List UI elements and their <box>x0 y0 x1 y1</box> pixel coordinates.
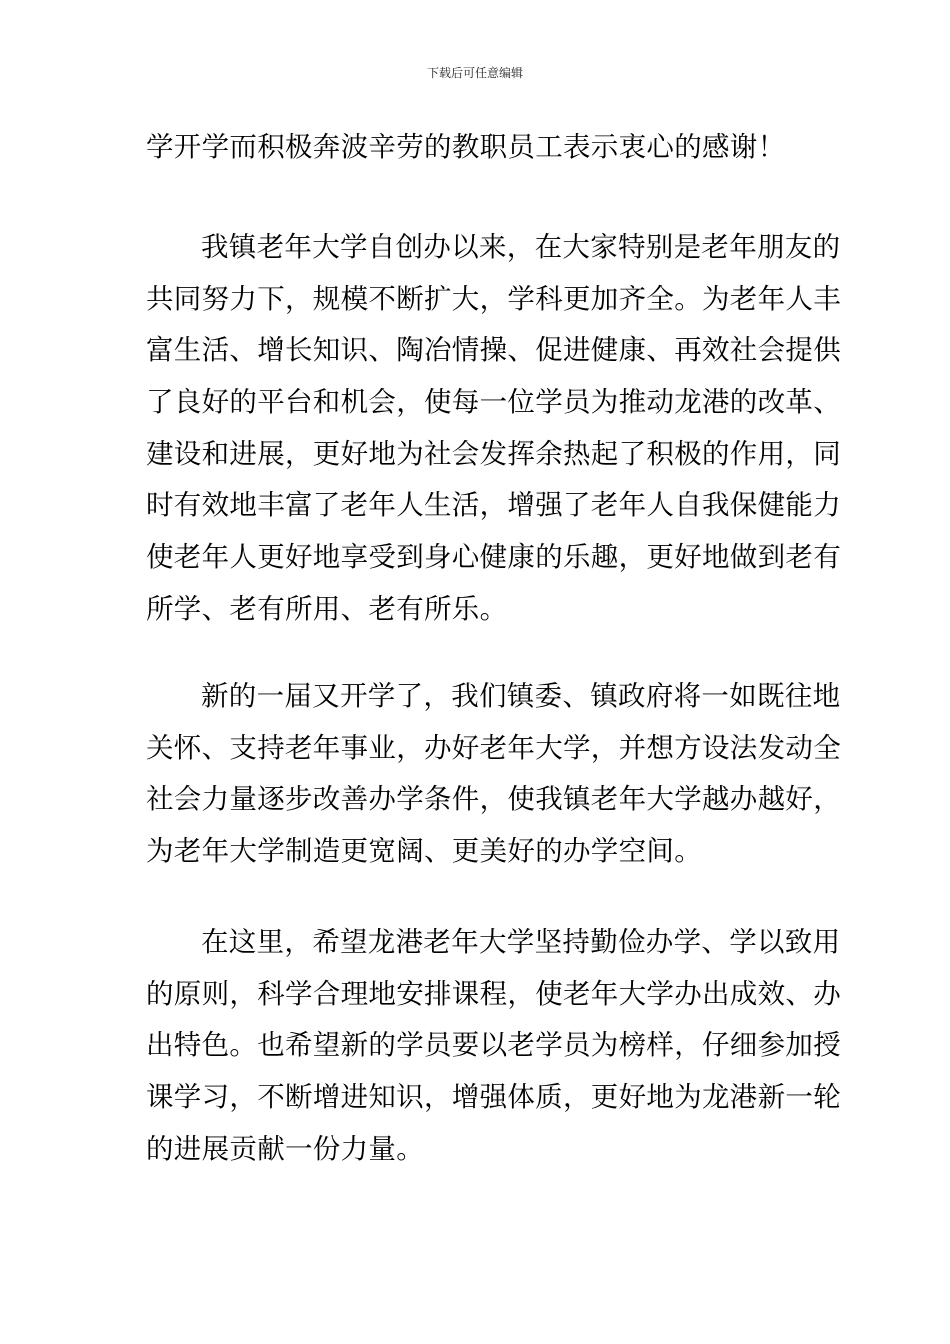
page-header: 下载后可任意编辑 <box>426 66 523 80</box>
text-line: 了良好的平台和机会，使每一位学员为推动龙港的改革、 <box>146 386 841 419</box>
text-line: 所学、老有所用、老有所乐。 <box>146 592 508 625</box>
text-line: 新的一届又开学了，我们镇委、镇政府将一如既往地 <box>201 680 841 712</box>
text-line: 出特色。也希望新的学员要以老学员为榜样，仔细参加授 <box>146 1029 841 1062</box>
text-line: 我镇老年大学自创办以来，在大家特别是老年朋友的 <box>201 231 841 263</box>
text-line: 的原则，科学合理地安排课程，使老年大学办出成效、办 <box>146 977 841 1010</box>
text-line: 的进展贡献一份力量。 <box>146 1132 424 1165</box>
text-line: 建设和进展，更好地为社会发挥余热起了积极的作用，同 <box>146 437 841 470</box>
text-line: 关怀、支持老年事业，办好老年大学，并想方设法发动全 <box>146 731 841 764</box>
paragraph-3 <box>146 671 841 878</box>
paragraph-1 <box>146 122 810 174</box>
text-line: 使老年人更好地享受到身心健康的乐趣，更好地做到老有 <box>146 541 841 574</box>
text-line: 时有效地丰富了老年人生活，增强了老年人自我保健能力 <box>146 489 841 522</box>
text-line: 社会力量逐步改善办学条件，使我镇老年大学越办越好， <box>146 783 841 816</box>
text-line: 共同努力下，规模不断扩大，学科更加齐全。为老年人丰 <box>146 282 841 315</box>
paragraph-4 <box>146 917 841 1175</box>
text-line: 学开学而积极奔波辛劳的教职员工表示衷心的感谢！ <box>146 131 786 163</box>
text-line: 在这里，希望龙港老年大学坚持勤俭办学、学以致用 <box>201 926 841 958</box>
text-line: 课学习，不断增进知识，增强体质，更好地为龙港新一轮 <box>146 1081 841 1114</box>
text-line: 为老年大学制造更宽阔、更美好的办学空间。 <box>146 835 702 868</box>
paragraph-2 <box>146 222 841 636</box>
text-line: 富生活、增长知识、陶冶情操、促进健康、再效社会提供 <box>146 334 841 367</box>
